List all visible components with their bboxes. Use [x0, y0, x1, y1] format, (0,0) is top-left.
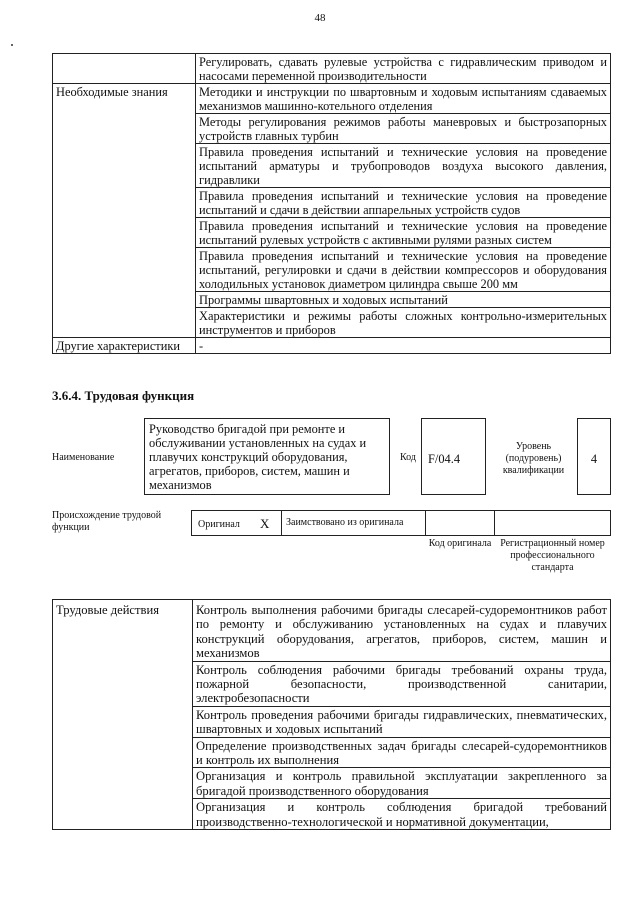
table-cell: Контроль соблюдения рабочими бригады требований охраны труда, пожарной безопасности, производственной санитарии, электробезопасности	[193, 661, 611, 706]
original-label: Оригинал	[198, 519, 240, 530]
code-original-cell	[425, 510, 495, 536]
section-heading: 3.6.4. Трудовая функция	[52, 388, 195, 403]
labour-actions-label: Трудовые действия	[53, 600, 193, 830]
code-original-caption: Код оригинала	[428, 538, 492, 549]
borrowed-label: Заимствовано из оригинала	[286, 517, 404, 528]
table-cell: Правила проведения испытаний и технические условия на проведение испытаний и сдачи в действии аппарельных устройств судов	[196, 188, 611, 218]
scan-speck	[11, 44, 13, 46]
level-label: Уровень (подуровень) квалификации	[502, 441, 565, 476]
code-label: Код	[400, 452, 416, 463]
table-cell: Методики и инструкции по швартовным и ходовым испытаниям сдаваемых механизмов машинно-котельного отделения	[196, 84, 611, 114]
name-label: Наименование	[52, 452, 115, 463]
table-row	[53, 84, 611, 114]
table-row	[53, 338, 611, 354]
required-knowledge-label: Необходимые знания	[53, 84, 196, 338]
table-cell: Методы регулирования режимов работы маневровых и быстрозапорных устройств главных турбин	[196, 114, 611, 144]
other-characteristics-label: Другие характеристики	[53, 338, 196, 354]
table-cell: Контроль выполнения рабочими бригады слесарей-судоремонтников работ по ремонту и обслуживанию установленных на судах и плавучих конструкций оборудования, агрегатов, приборов, систем, машин и механизмов	[193, 600, 611, 662]
function-name-box: Руководство бригадой при ремонте и обслуживании установленных на судах и плавучих конструкций оборудования, агрегатов, приборов, систем, машин и механизмов	[144, 418, 390, 495]
table-cell: Программы швартовных и ходовых испытаний	[196, 292, 611, 308]
original-mark: X	[260, 516, 270, 531]
table-cell: Контроль проведения рабочими бригады гидравлических, пневматических, швартовных и ходовых испытаний	[193, 706, 611, 737]
table-row	[53, 600, 611, 662]
table-cell: Организация и контроль соблюдения бригадой требований производственно-технологической и нормативной документации,	[193, 799, 611, 830]
labour-actions-table	[52, 599, 611, 830]
borrowed-cell	[281, 510, 426, 536]
row-label-cell	[53, 54, 196, 84]
reg-number-cell	[494, 510, 611, 536]
table-cell: Организация и контроль правильной эксплуатации закрепленного за бригадой производственного оборудования	[193, 768, 611, 799]
original-cell	[191, 510, 282, 536]
table-cell: Определение производственных задач бригады слесарей-судоремонтников и контроль их выполнения	[193, 737, 611, 768]
table-cell: Правила проведения испытаний и технические условия на проведение испытаний арматуры и трубопроводов воздуха высокого давления, гидравлики	[196, 144, 611, 188]
table-cell: Характеристики и режимы работы сложных контрольно-измерительных инструментов и приборов	[196, 308, 611, 338]
level-value-box: 4	[577, 418, 611, 495]
table-cell: Регулировать, сдавать рулевые устройства с гидравлическим приводом и насосами переменной производительности	[196, 54, 611, 84]
origin-label: Происхождение трудовой функции	[52, 510, 162, 533]
code-value-box: F/04.4	[421, 418, 486, 495]
table-cell: Правила проведения испытаний и технические условия на проведение испытаний рулевых устройств с активными рулями разных систем	[196, 218, 611, 248]
page-number: 48	[314, 12, 326, 24]
reg-number-caption: Регистрационный номер профессионального стандарта	[500, 538, 605, 573]
table-cell: -	[196, 338, 611, 354]
table-row	[53, 54, 611, 84]
table-cell: Правила проведения испытаний и технические условия на проведение испытаний, регулировки и сдачи в действии компрессоров и оборудования холодильных установок диаметром цилиндра свыше 200 мм	[196, 248, 611, 292]
skills-knowledge-table	[52, 53, 611, 354]
